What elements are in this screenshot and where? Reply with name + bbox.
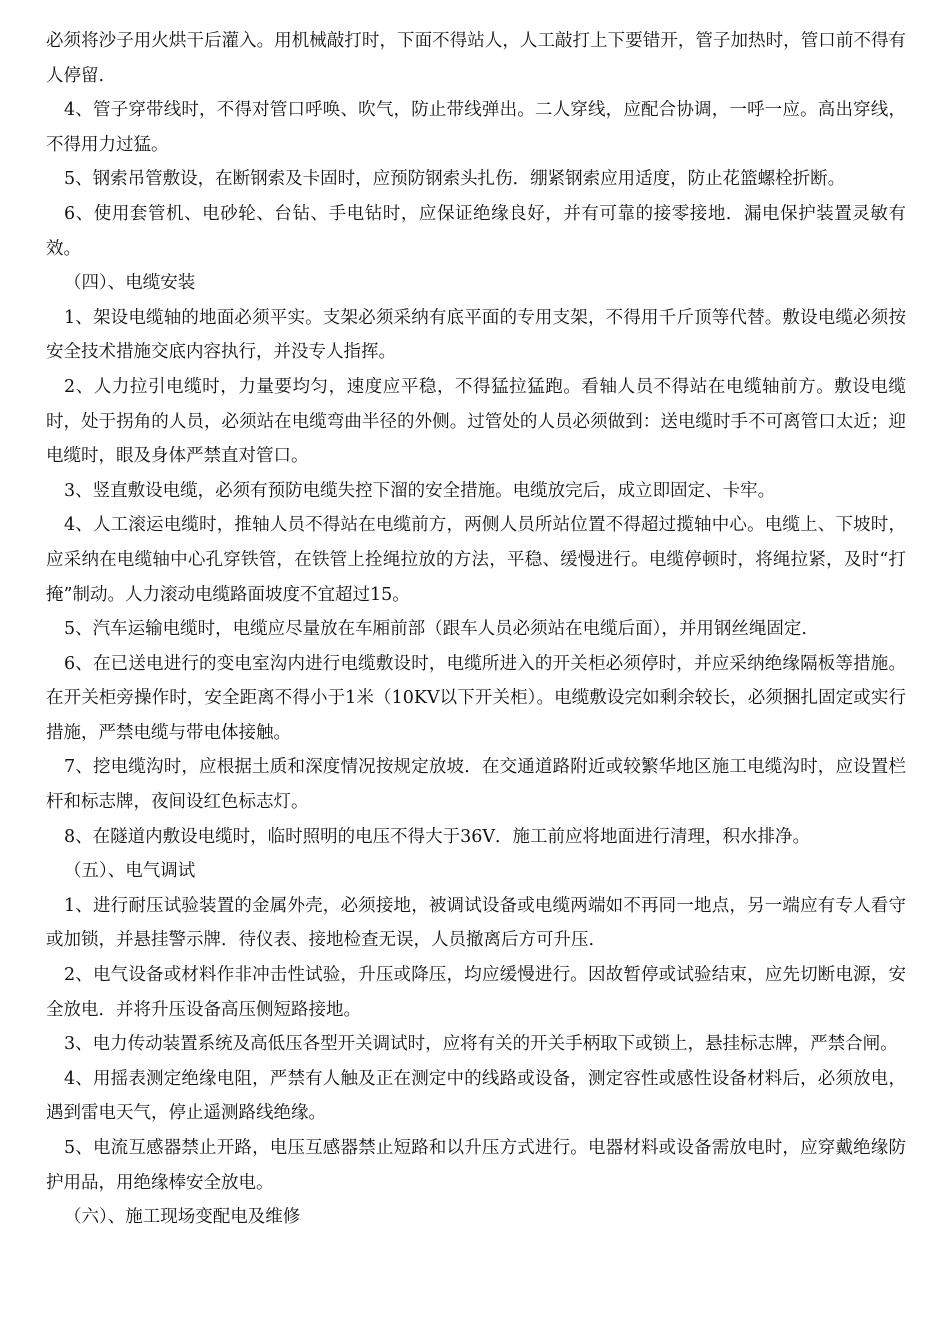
- paragraph-cable-4: 4、人工滚运电缆时，推轴人员不得站在电缆前方，两侧人员所站位置不得超过揽轴中心。电缆上、下坡时，应采纳在电缆轴中心孔穿铁管，在铁管上拴绳拉放的方法，平稳、缓慢进行。电缆停顿时，将绳拉紧，及时“打掩”制动。人力滚动电缆路面坡度不宜超过15。: [46, 515, 906, 605]
- paragraph-item-4: 4、管子穿带线时，不得对管口呼唤、吹气，防止带线弹出。二人穿线，应配合协调，一呼一应。高出穿线，不得用力过猛。: [46, 100, 906, 155]
- paragraph-testing-4: 4、用摇表测定绝缘电阻，严禁有人触及正在测定中的线路或设备，测定容性或感性设备材料后，必须放电，遇到雷电天气，停止遥测路线绝缘。: [46, 1068, 906, 1124]
- paragraph-continuation: 必须将沙子用火烘干后灌入。用机械敲打时，下面不得站人，人工敲打上下要错开，管子加热时，管口前不得有人停留.: [46, 31, 906, 86]
- paragraph-cable-7: 7、挖电缆沟时，应根据土质和深度情况按规定放坡．在交通道路附近或较繁华地区施工电缆沟时，应设置栏杆和标志牌，夜间设红色标志灯。: [46, 757, 906, 813]
- section-heading-site-substation: （六）、施工现场变配电及维修: [64, 1207, 301, 1228]
- section-heading-cable-installation: （四）、电缆安装: [64, 273, 196, 294]
- section-heading-electrical-testing: （五）、电气调试: [64, 861, 196, 882]
- paragraph-testing-5: 5、电流互感器禁止开路，电压互感器禁止短路和以升压方式进行。电器材料或设备需放电时，应穿戴绝缘防护用品，用绝缘棒安全放电。: [46, 1138, 906, 1193]
- paragraph-item-6: 6、使用套管机、电砂轮、台钻、手电钻时，应保证绝缘良好，并有可靠的接零接地．漏电保护装置灵敏有效。: [46, 203, 906, 259]
- paragraph-cable-6: 6、在已送电进行的变电室沟内进行电缆敷设时，电缆所进入的开关柜必须停时，并应采纳绝缘隔板等措施。在开关柜旁操作时，安全距离不得小于1米（10KV以下开关柜）。电缆敷设完如剩余较长，必须捆扎固定或实行措施，严禁电缆与带电体接触。: [46, 653, 906, 743]
- paragraph-cable-3: 3、竖直敷设电缆，必须有预防电缆失控下溜的安全措施。电缆放完后，成立即固定、卡牢。: [64, 480, 776, 501]
- paragraph-cable-8: 8、在隧道内敷设电缆时，临时照明的电压不得大于36V．施工前应将地面进行清理，积水排净。: [64, 826, 811, 847]
- paragraph-cable-1: 1、架设电缆轴的地面必须平实。支架必须采纳有底平面的专用支架，不得用千斤顶等代替。敷设电缆必须按安全技术措施交底内容执行，并没专人指挥。: [46, 307, 906, 363]
- paragraph-item-5: 5、钢索吊管敷设，在断钢索及卡固时，应预防钢索头扎伤．绷紧钢索应用适度，防止花篮螺栓折断。: [64, 169, 846, 190]
- paragraph-testing-1: 1、进行耐压试验装置的金属外壳，必须接地，被调试设备或电缆两端如不再同一地点，另一端应有专人看守或加锁，并悬挂警示牌．待仪表、接地检查无误，人员撤离后方可升压.: [46, 895, 906, 951]
- paragraph-cable-2: 2、人力拉引电缆时，力量要均匀，速度应平稳，不得猛拉猛跑。看轴人员不得站在电缆轴前方。敷设电缆时，处于拐角的人员，必须站在电缆弯曲半径的外侧。过管处的人员必须做到：送电缆时手不可离管口太近；迎电缆时，眼及身体严禁直对管口。: [46, 376, 906, 467]
- paragraph-cable-5: 5、汽车运输电缆时，电缆应尽量放在车厢前部（跟车人员必须站在电缆后面），并用钢丝绳固定.: [64, 619, 807, 640]
- paragraph-testing-2: 2、电气设备或材料作非冲击性试验，升压或降压，均应缓慢进行。因故暂停或试验结束，应先切断电源，安全放电．并将升压设备高压侧短路接地。: [46, 965, 906, 1020]
- paragraph-testing-3: 3、电力传动装置系统及高低压各型开关调试时，应将有关的开关手柄取下或锁上，悬挂标志牌，严禁合闸。: [64, 1034, 898, 1055]
